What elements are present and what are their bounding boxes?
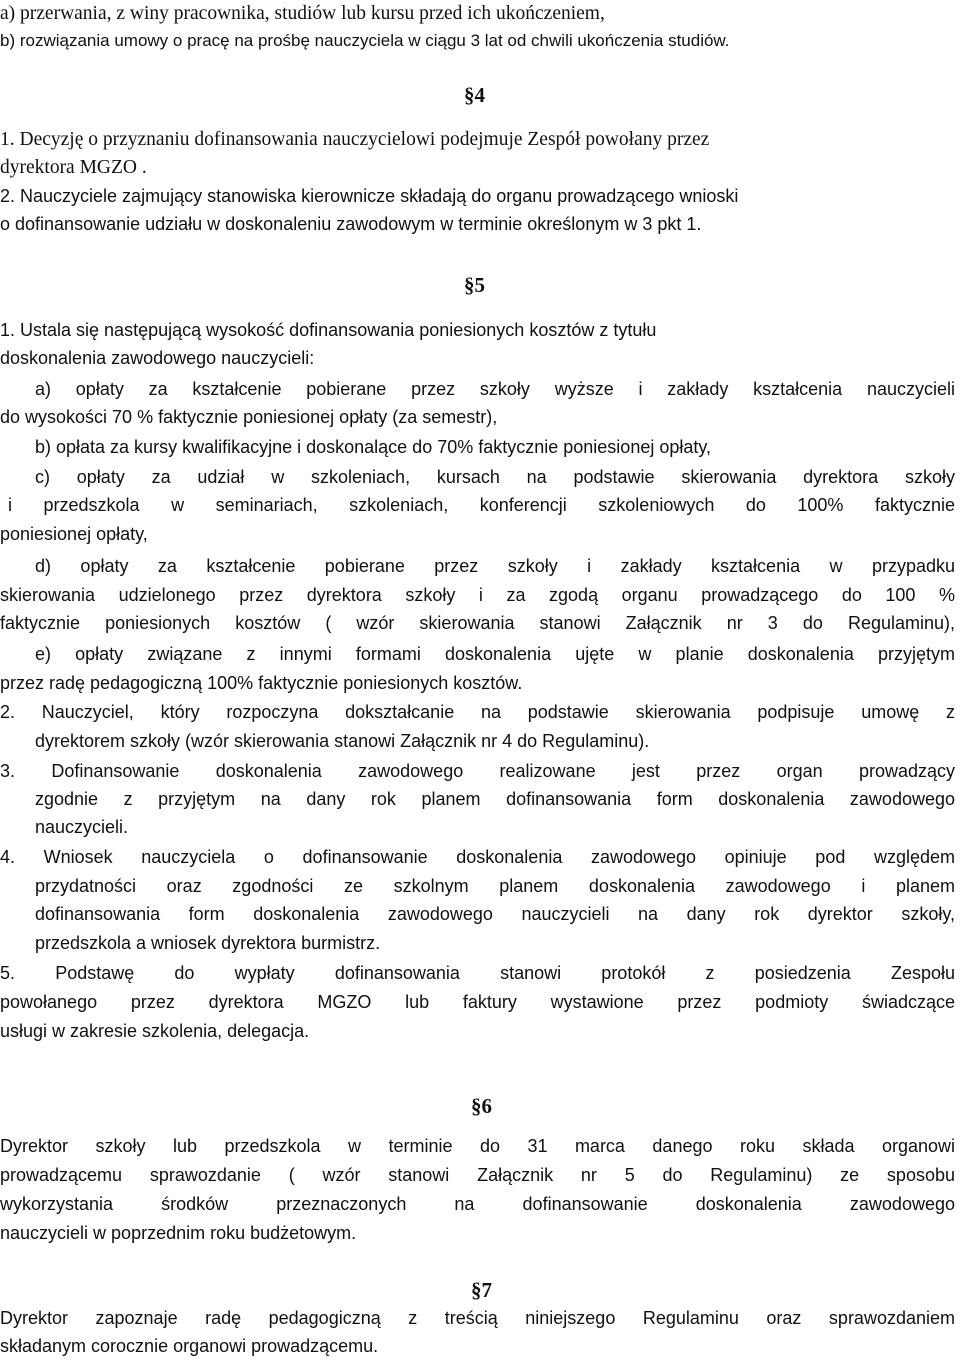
text-line: d) opłaty za kształcenie pobierane przez szkoły i zakłady kształcenia w przypadku [35,556,955,576]
text-line: faktycznie poniesionych kosztów ( wzór skierowania stanowi Załącznik nr 3 do Regulaminu), [0,613,955,633]
text-line: poniesionej opłaty, [0,524,148,544]
text-line: przydatności oraz zgodności ze szkolnym planem doskonalenia zawodowego i planem [35,876,955,896]
text-line: 3. Dofinansowanie doskonalenia zawodowego realizowane jest przez organ prowadzący [0,761,955,781]
section-heading-7: §7 [471,1278,492,1302]
text-line: dyrektora MGZO . [0,157,147,178]
text-line: dofinansowania form doskonalenia zawodowego nauczycieli na dany rok dyrektor szkoły, [35,904,955,924]
text-line: b) rozwiązania umowy o pracę na prośbę nauczyciela w ciągu 3 lat od chwili ukończenia studiów. [0,31,730,50]
text-line: prowadzącemu sprawozdanie ( wzór stanowi Załącznik nr 5 do Regulaminu) ze sposobu [0,1165,955,1185]
text-line: do wysokości 70 % faktycznie poniesionej opłaty (za semestr), [0,407,498,427]
text-line: 5. Podstawę do wypłaty dofinansowania stanowi protokół z posiedzenia Zespołu [0,963,955,983]
text-line: i przedszkola w seminariach, szkoleniach, konferencji szkoleniowych do 100% faktycznie [8,495,955,515]
text-line: 1. Ustala się następującą wysokość dofinansowania poniesionych kosztów z tytułu [0,320,657,340]
section-heading-6: §6 [471,1094,492,1118]
section-heading-5: §5 [464,273,485,297]
section-heading-4: §4 [464,83,485,107]
text-line: 1. Decyzję o przyznaniu dofinansowania nauczycielowi podejmuje Zespół powołany przez [0,129,710,150]
text-line: nauczycieli. [35,817,129,837]
text-line: usługi w zakresie szkolenia, delegacja. [0,1021,310,1041]
text-line: zgodnie z przyjętym na dany rok planem dofinansowania form doskonalenia zawodowego [35,789,955,809]
text-line: c) opłaty za udział w szkoleniach, kursach na podstawie skierowania dyrektora szkoły [35,467,955,487]
text-line: wykorzystania środków przeznaczonych na dofinansowanie doskonalenia zawodowego [0,1194,955,1214]
text-line: dyrektorem szkoły (wzór skierowania stanowi Załącznik nr 4 do Regulaminu). [35,731,650,751]
text-line: przedszkola a wniosek dyrektora burmistrz. [35,933,381,953]
text-line: a) opłaty za kształcenie pobierane przez szkoły wyższe i zakłady kształcenia nauczycieli [35,379,955,399]
text-line: e) opłaty związane z innymi formami doskonalenia ujęte w planie doskonalenia przyjętym [35,644,955,664]
text-line: doskonalenia zawodowego nauczycieli: [0,348,315,368]
text-line: Dyrektor zapoznaje radę pedagogiczną z treścią niniejszego Regulaminu oraz sprawozdaniem [0,1308,955,1328]
text-line: b) opłata za kursy kwalifikacyjne i doskonalące do 70% faktycznie poniesionej opłaty, [35,437,712,457]
text-line: 4. Wniosek nauczyciela o dofinansowanie doskonalenia zawodowego opiniuje pod względem [0,847,955,867]
text-line: składanym corocznie organowi prowadzącemu. [0,1336,379,1356]
text-line: przez radę pedagogiczną 100% faktycznie poniesionych kosztów. [0,673,523,693]
text-line: skierowania udzielonego przez dyrektora szkoły i za zgodą organu prowadzącego do 100 % [0,585,955,605]
text-line: nauczycieli w poprzednim roku budżetowym. [0,1223,357,1243]
text-line: Dyrektor szkoły lub przedszkola w terminie do 31 marca danego roku składa organowi [0,1136,955,1156]
text-line: o dofinansowanie udziału w doskonaleniu zawodowym w terminie określonym w 3 pkt 1. [0,214,702,234]
text-line: a) przerwania, z winy pracownika, studiów lub kursu przed ich ukończeniem, [0,3,605,24]
text-line: powołanego przez dyrektora MGZO lub faktury wystawione przez podmioty świadczące [0,992,955,1012]
text-line: 2. Nauczyciel, który rozpoczyna dokształcanie na podstawie skierowania podpisuje umowę z [0,702,955,722]
text-line: 2. Nauczyciele zajmujący stanowiska kierownicze składają do organu prowadzącego wnioski [0,186,739,206]
